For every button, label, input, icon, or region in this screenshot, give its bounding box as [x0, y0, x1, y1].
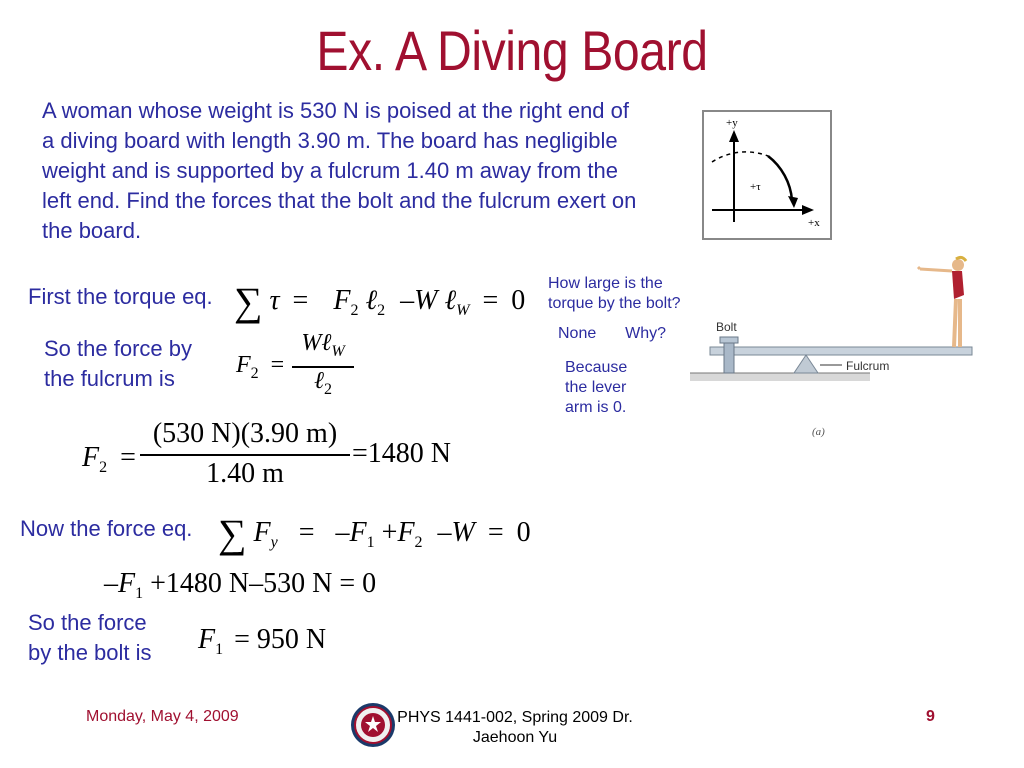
- force-equals: =: [298, 517, 315, 548]
- fulcrum-label: Fulcrum: [846, 359, 890, 373]
- substitution-rest: +1480 N–530 N = 0: [150, 568, 377, 599]
- force-equals-2: =: [487, 517, 504, 548]
- diving-board-svg: [690, 255, 990, 445]
- bolt: [724, 339, 734, 373]
- sub-1b: 1: [135, 585, 144, 602]
- zero: 0: [511, 285, 526, 316]
- fulcrum-force-label-2: the fulcrum is: [44, 366, 175, 391]
- bolt-force-label: [28, 608, 152, 668]
- bolt-head: [720, 337, 738, 343]
- minus-sign: –: [400, 285, 415, 316]
- fulcrum: [794, 355, 818, 373]
- sub-2c: 2: [414, 534, 423, 551]
- F2-symbol: F: [236, 352, 251, 378]
- ground: [690, 373, 870, 381]
- bolt-label: Bolt: [716, 320, 737, 334]
- plus-sign: +: [381, 517, 398, 548]
- F2n-symbol: F: [82, 442, 100, 473]
- zero-2: 0: [516, 517, 531, 548]
- sub-1: 1: [366, 534, 375, 551]
- W2-symbol: W: [451, 517, 475, 548]
- side-note-question-2: torque by the bolt?: [548, 295, 681, 312]
- fulcrum-force-label: [44, 334, 192, 394]
- minus-W: –: [437, 517, 452, 548]
- num-ell: ℓ: [321, 330, 332, 356]
- minus-F1b: –: [104, 568, 118, 599]
- ell-symbol: ℓ: [365, 285, 378, 316]
- bolt-force-label-2: by the bolt is: [28, 640, 152, 665]
- force-eq-label: Now the force eq.: [20, 516, 193, 541]
- torque-eq-label: First the torque eq.: [28, 284, 213, 309]
- sum-symbol-2: ∑: [218, 511, 247, 556]
- x-axis-arrow: [802, 205, 814, 215]
- diving-board: [710, 347, 972, 355]
- figure-caption: (a): [812, 426, 825, 438]
- F1-result-equation: [198, 624, 326, 659]
- torque-arc: [768, 156, 792, 200]
- F1c-symbol: F: [198, 624, 216, 655]
- bolt-force-label-1: So the force: [28, 610, 147, 635]
- Fy-symbol: F: [253, 517, 271, 548]
- side-note-none: None: [558, 325, 597, 342]
- fulcrum-force-label-1: So the force by: [44, 336, 192, 361]
- substitution-equation: [104, 568, 376, 603]
- axes-diagram: [702, 110, 832, 240]
- footer-course-1: PHYS 1441-002, Spring 2009 Dr.: [397, 709, 633, 726]
- F2n-sub: 2: [99, 459, 108, 476]
- side-note-question: [548, 274, 681, 314]
- F2n-equals: =: [120, 442, 136, 473]
- calc-numerator: (530 N)(3.90 m): [152, 418, 338, 449]
- torque-equation: [234, 278, 525, 325]
- side-note-question-1: How large is the: [548, 275, 663, 292]
- problem-statement: A woman whose weight is 530 N is poised at the right end of a diving board with length 3.90 m. The board has negligible weight and is supported by a fulcrum 1.40 m away from the left end. Find the forces that the bolt and the fulcrum exert on the board.: [42, 98, 637, 243]
- F2-numerator: [292, 330, 354, 361]
- num-W: W: [301, 330, 322, 356]
- equals-sign-2: =: [482, 285, 499, 316]
- diving-board-figure: [690, 255, 990, 445]
- sub-2: 2: [350, 302, 359, 319]
- calc-fraction-bar: [140, 454, 350, 456]
- F2-equals: =: [270, 352, 285, 378]
- F1b-symbol: F: [118, 568, 136, 599]
- W-symbol: W: [414, 285, 438, 316]
- footer-date: Monday, May 4, 2009: [86, 708, 239, 725]
- dashed-arc: [712, 152, 768, 162]
- footer-course: [380, 708, 650, 748]
- force-equation: [218, 510, 531, 557]
- torque-label: +τ: [750, 181, 761, 193]
- minus-F1: –: [335, 517, 350, 548]
- side-note-answer: [558, 324, 666, 344]
- sub-W: W: [456, 302, 470, 319]
- axis-x-label: +x: [808, 217, 820, 229]
- axes-svg: [704, 112, 830, 238]
- F2-lhs: [236, 352, 284, 383]
- side-note-because: [565, 358, 627, 418]
- calc-denominator: 1.40 m: [206, 458, 284, 489]
- den-ell: ℓ: [314, 368, 324, 394]
- because-line-2: the lever: [565, 379, 627, 396]
- tau-symbol: τ: [269, 285, 280, 316]
- diver: [918, 257, 966, 347]
- because-line-3: arm is 0.: [565, 399, 627, 416]
- footer-course-2: Jaehoon Yu: [472, 729, 558, 746]
- sub-1c: 1: [215, 641, 224, 658]
- F2-result: =1480 N: [352, 438, 452, 469]
- equals-sign: =: [292, 285, 309, 316]
- F2-denominator: [292, 368, 354, 399]
- sum-symbol: ∑: [234, 279, 263, 324]
- sub-2b: 2: [377, 302, 386, 319]
- F2-numeric-lhs: [82, 442, 136, 477]
- num-sub-W: W: [331, 343, 345, 360]
- F2-sub: 2: [250, 365, 259, 382]
- sub-y: y: [270, 534, 278, 551]
- F2-numeric: [82, 418, 482, 488]
- F1-symbol: F: [349, 517, 367, 548]
- y-axis-arrow: [729, 130, 739, 142]
- F1-result: = 950 N: [234, 624, 327, 655]
- because-line-1: Because: [565, 359, 628, 376]
- F-symbol: F: [333, 285, 351, 316]
- F2b-symbol: F: [397, 517, 415, 548]
- page-number: 9: [926, 708, 935, 725]
- axis-y-label: +y: [726, 117, 738, 129]
- side-note-why: Why?: [625, 325, 667, 342]
- ell-symbol-w: ℓ: [444, 285, 457, 316]
- den-sub-2: 2: [324, 381, 332, 398]
- torque-arrow: [788, 196, 798, 208]
- slide-title: Ex. A Diving Board: [316, 19, 708, 82]
